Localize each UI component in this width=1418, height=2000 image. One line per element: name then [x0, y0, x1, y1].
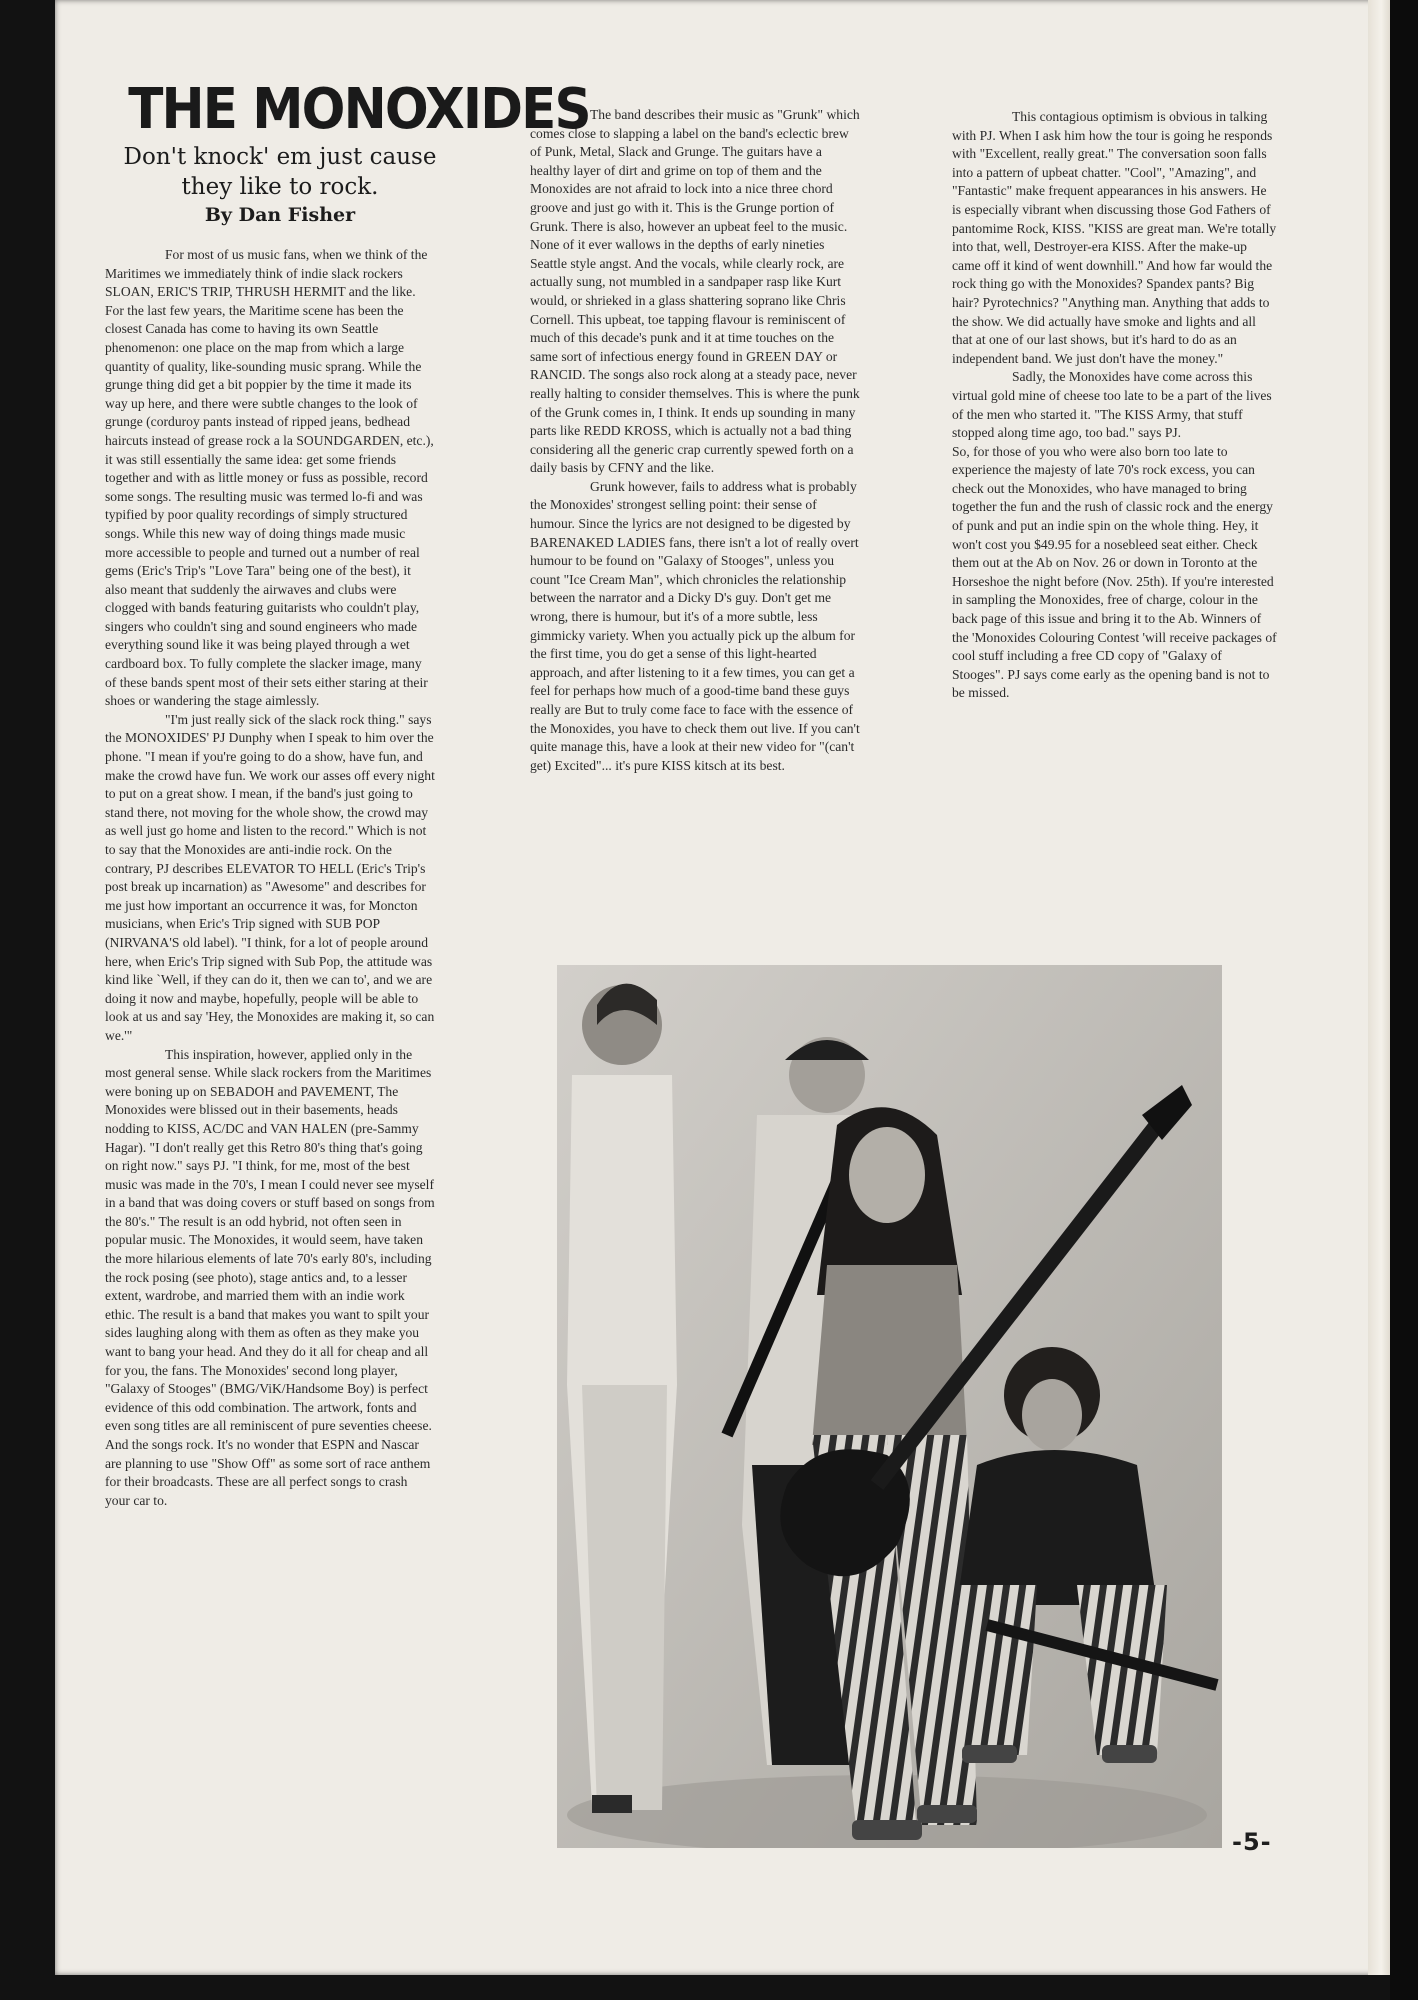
page-number: -5- [1232, 1828, 1272, 1856]
paragraph: For most of us music fans, when we think of the Maritimes we immediately think of indie slack rockers SLOAN, ERIC'S TRIP, THRUSH HERMIT and the like. For the last few years, the Maritime scene has been the closest Canada has come to having its own Seattle phenomenon: one place on the map from which a large quantity of quality, like-sounding music sprang. While the grunge thing did get a bit poppier by the time it made its way up here, and there were subtle changes to the look of grunge (corduroy pants instead of ripped jeans, bedhead haircuts instead of grease rock a la SOUNDGARDEN, etc.), it was still essentially the same idea: get some friends together and with as little money or fuss as possible, record some songs. The resulting music was termed lo-fi and was typified by poor quality recordings of simply structured songs. While this new way of doing things made music more accessible to people and turned out a number of real gems (Eric's Trip's "Love Tara" being one of the best), it also meant that suddenly the airwaves and clubs were clogged with bands featuring guitarists who couldn't play, singers who couldn't sing and sound engineers who made everything sound like it was being played through a wet cardboard box. To fully complete the slacker image, many of these bands spent most of their sets either staring at their shoes or wandering the stage aimlessly. [105, 247, 434, 709]
paragraph: The band describes their music as "Grunk" which comes close to slapping a label on the band's eclectic brew of Punk, Metal, Slack and Grunge. The guitars have a healthy layer of dirt and grime on top of them and the Monoxides are not afraid to lock into a nice three chord groove and just go with it. This is the Grunge portion of Grunk. There is also, however an upbeat feel to the music. None of it ever wallows in the depths of early nineties Seattle style angst. And the vocals, while clearly rock, are actually sung, not mumbled in a sandpaper rasp like Kurt would, or shrieked in a glass shattering soprano like Chris Cornell. This upbeat, toe tapping flavour is reminiscent of much of this decade's punk and it at time touches on the same sort of infectious energy found in GREEN DAY or RANCID. The songs also rock along at a steady pace, never really halting to consider themselves. This is where the punk of the Grunk comes in, I think. It ends up sounding in many parts like REDD KROSS, which is actually not a bad thing considering all the generic crap currently spewed forth on a daily basis by CFNY and the like. [530, 107, 860, 476]
paragraph: Grunk however, fails to address what is probably the Monoxides' strongest selling point: their sense of humour. Since the lyrics are not designed to be digested by BARENAKED LADIES fans, there isn't a lot of really overt humour to be found on "Galaxy of Stooges", unless you count "Ice Cream Man", which chronicles the relationship between the narrator and a Dicky D's guy. Don't get me wrong, there is humour, but it's of a more subtle, less gimmicky variety. When you actually pick up the album for the first time, you do get a sense of this light-hearted approach, and after listening to it a few times, you can get a feel for perhaps how much of a good-time band these guys really are But to truly come face to face with the essence of the Monoxides, you have to check them out live. If you can't quite manage this, have a look at their new video for "(can't get) Excited"... it's pure KISS kitsch at its best. [530, 478, 860, 773]
article-byline: By Dan Fisher [204, 204, 356, 226]
article-masthead [115, 77, 590, 226]
paragraph: Sadly, the Monoxides have come across this virtual gold mine of cheese too late to be a part of the lives of the men who started it. "The KISS Army, that stuff stopped along time ago, too bad." says PJ. [952, 369, 1272, 441]
paragraph: So, for those of you who were also born too late to experience the majesty of late 70's rock excess, you can check out the Monoxides, who have managed to bring together the fun and the rush of classic rock and the energy of punk and put an indie spin on the whole thing. Hey, it won't cost you $49.95 for a nosebleed seat either. Check them out at the Ab on Nov. 26 or down in Toronto at the Horseshoe the night before (Nov. 25th). If you're interested in sampling the Monoxides, free of charge, colour in the back page of this issue and bring it to the Ab. Winners of the 'Monoxides Colouring Contest 'will receive packages of cool stuff including a free CD copy of "Galaxy of Stooges". PJ says come early as the opening band is not to be missed. [952, 443, 1277, 701]
article-column-3 [952, 108, 1277, 703]
band-photo-illustration [557, 965, 1222, 1848]
paragraph: This contagious optimism is obvious in talking with PJ. When I ask him how the tour is going he responds with "Excellent, really great." The conversation soon falls into a pattern of upbeat chatter. "Cool", "Amazing", and "Fantastic" make frequent appearances in his answers. He is especially vibrant when discussing those God Fathers of pantomime Rock, KISS. "KISS are great man. We're totally into that, well, Destroyer-era KISS. After the make-up came off it kind of went downhill." And how far would the rock thing go with the Monoxides? Spandex pants? Big hair? Pyrotechnics? "Anything man. Anything that adds to the show. We did actually have smoke and lights and all that at one of our last shows, but it's hard to do as an independent band. We just don't have the money." [952, 109, 1277, 366]
article-column-1 [105, 246, 435, 1510]
article-subhead: Don't knock' em just cause they like to rock. [123, 144, 437, 200]
article-headline: THE MONOXIDES [128, 77, 590, 142]
page-fold [1368, 0, 1390, 1975]
paragraph: "I'm just really sick of the slack rock thing." says the MONOXIDES' PJ Dunphy when I speak to him over the phone. "I mean if you're going to do a show, have fun, and make the crowd have fun. We work our asses off every night to put on a great show. I mean, if the band's just going to stand there, not moving for the whole show, the crowd may as well just go home and listen to the record." Which is not to say that the Monoxides are anti-indie rock. On the contrary, PJ describes ELEVATOR TO HELL (Eric's Trip's post break up incarnation) as "Awesome" and describes for me just how important an occurrence it was, for Moncton musicians, when Eric's Trip signed with SUB POP (NIRVANA'S old label). "I think, for a lot of people around here, when Eric's Trip signed with Sub Pop, the attitude was kind like `Well, if they can do it, then we can to', and we are doing it now and maybe, hopefully, people will be able to look at us and say 'Hey, the Monoxides are making it, so can we.'" [105, 711, 435, 1043]
band-photo [557, 965, 1222, 1848]
article-column-2 [530, 106, 860, 775]
scan-edge [1390, 0, 1418, 2000]
paragraph: This inspiration, however, applied only in the most general sense. While slack rockers from the Maritimes were boning up on SEBADOH and PAVEMENT, The Monoxides were blissed out in their basements, heads nodding to KISS, AC/DC and VAN HALEN (pre-Sammy Hagar). "I don't really get this Retro 80's thing that's going on right now." says PJ. "I think, for me, most of the best music was made in the 70's, I mean I could never see myself in a band that was doing covers or stuff based on songs from the 80's." The result is an odd hybrid, not often seen in popular music. The Monoxides, it would seem, have taken the more hilarious elements of late 70's early 80's, including the rock posing (see photo), stage antics and, to a lesser extent, wardrobe, and married them with an indie work ethic. The result is a band that makes you want to spilt your sides laughing along with them as often as they make you want to bang your head. And they do it all for cheap and all for you, the fans. The Monoxides' second long player, "Galaxy of Stooges" (BMG/ViK/Handsome Boy) is perfect evidence of this odd combination. The artwork, fonts and even song titles are all reminiscent of pure seventies cheese. And the songs rock. It's no wonder that ESPN and Nascar are planning to use "Show Off" as some sort of race anthem for their broadcasts. These are all perfect songs to crash your car to. [105, 1046, 435, 1508]
